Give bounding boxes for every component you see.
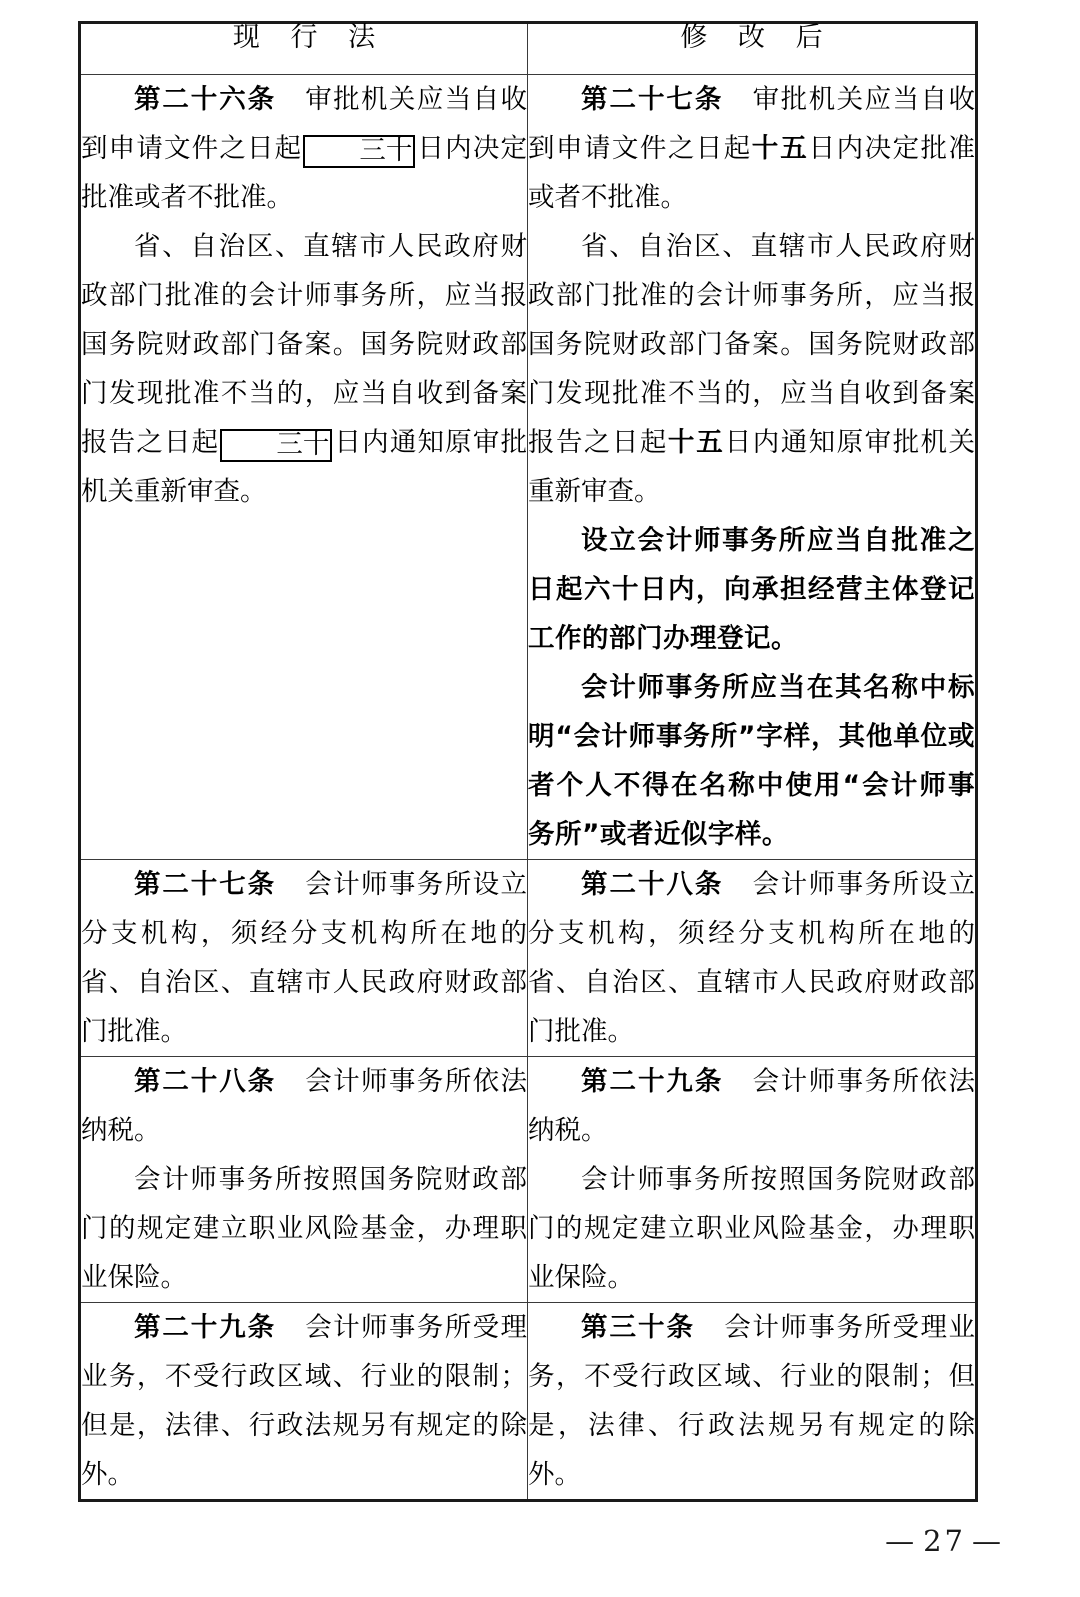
paragraph-text: 日内通知原审批机关重新审查。 <box>528 427 976 507</box>
cell-amended <box>528 75 977 860</box>
paragraph-text: 日内通知原审批机关重新审查。 <box>81 427 528 507</box>
new-provision-paragraph <box>528 516 975 663</box>
paragraph-text: 省、自治区、直辖市人民政府财政部门批准的会计师事务所，应当报国务院财政部门备案。国务院财政部门发现批准不当的，应当自收到备案报告之日起 <box>81 231 527 458</box>
provision-paragraph <box>81 222 527 516</box>
table-body <box>80 75 977 1501</box>
table-row <box>80 860 977 1057</box>
provision-paragraph <box>528 1057 975 1155</box>
provision-paragraph <box>81 75 527 222</box>
cell-current-law <box>80 75 528 860</box>
provision-paragraph <box>81 860 527 1056</box>
cell-current-law <box>80 860 528 1057</box>
article-number: 第二十七条 <box>581 84 724 115</box>
paragraph-text: 日内决定批准或者不批准。 <box>528 133 976 213</box>
paragraph-text: 会计师事务所按照国务院财政部门的规定建立职业风险基金，办理职业保险。 <box>81 1164 527 1293</box>
paragraph-text: 审批机关应当自收到申请文件之日起 <box>528 84 976 164</box>
column-header-amended-label: 修 改 后 <box>680 22 834 53</box>
article-number: 第二十七条 <box>134 869 276 900</box>
article-number: 第三十条 <box>581 1312 696 1343</box>
article-number: 第二十八条 <box>581 869 724 900</box>
paragraph-text: 省、自治区、直辖市人民政府财政部门批准的会计师事务所，应当报国务院财政部门备案。国务院财政部门发现批准不当的，应当自收到备案报告之日起 <box>528 231 975 458</box>
footer-dash-right: — <box>972 1524 1004 1558</box>
cell-amended <box>528 860 977 1057</box>
boxed-annotation: 三十 <box>303 135 415 168</box>
table-header-row <box>80 23 977 75</box>
paragraph-text: 会计师事务所设立分支机构，须经分支机构所在地的省、自治区、直辖市人民政府财政部门批准。 <box>528 869 976 1047</box>
article-number: 第二十六条 <box>134 84 276 115</box>
provision-paragraph <box>81 1057 527 1155</box>
page-number: 27 <box>923 1524 966 1558</box>
cell-current-law <box>80 1057 528 1303</box>
provision-paragraph <box>81 1303 527 1499</box>
article-number: 第二十九条 <box>581 1066 724 1097</box>
footer-dash-left: — <box>885 1524 918 1558</box>
paragraph-text: 设立会计师事务所应当自批准之日起六十日内，向承担经营主体登记工作的部门办理登记。 <box>528 525 975 654</box>
paragraph-text: 会计师事务所受理业务，不受行政区域、行业的限制；但是，法律、行政法规另有规定的除外。 <box>81 1312 528 1490</box>
column-header-current-law-label: 现 行 法 <box>232 22 387 53</box>
boxed-annotation: 三十 <box>220 429 332 462</box>
paragraph-text: 会计师事务所受理业务，不受行政区域、行业的限制；但是，法律、行政法规另有规定的除外。 <box>528 1312 976 1490</box>
law-comparison-table <box>78 21 978 1502</box>
column-header-amended <box>528 23 977 75</box>
provision-paragraph <box>528 1303 975 1499</box>
paragraph-text: 会计师事务所依法纳税。 <box>528 1066 976 1146</box>
cell-amended <box>528 1057 977 1303</box>
provision-paragraph <box>528 75 975 222</box>
table-row <box>80 1057 977 1303</box>
paragraph-text: 审批机关应当自收到申请文件之日起 <box>81 84 528 164</box>
paragraph-text: 日内决定批准或者不批准。 <box>81 133 528 213</box>
article-number: 第二十九条 <box>134 1312 276 1343</box>
page-footer <box>0 1524 1010 1558</box>
table-row <box>80 75 977 860</box>
paragraph-text: 会计师事务所设立分支机构，须经分支机构所在地的省、自治区、直辖市人民政府财政部门批准。 <box>81 869 528 1047</box>
paragraph-text: 会计师事务所应当在其名称中标明“会计师事务所”字样，其他单位或者个人不得在名称中使用“会计师事务所”或者近似字样。 <box>528 672 975 850</box>
changed-text: 十五 <box>751 133 809 164</box>
column-header-current-law <box>80 23 528 75</box>
cell-amended <box>528 1303 977 1501</box>
paragraph-text: 会计师事务所依法纳税。 <box>81 1066 528 1146</box>
provision-paragraph <box>81 1155 527 1302</box>
cell-current-law <box>80 1303 528 1501</box>
paragraph-text: 会计师事务所按照国务院财政部门的规定建立职业风险基金，办理职业保险。 <box>528 1164 975 1293</box>
new-provision-paragraph <box>528 663 975 859</box>
provision-paragraph <box>528 222 975 516</box>
changed-text: 十五 <box>667 427 725 458</box>
provision-paragraph <box>528 1155 975 1302</box>
article-number: 第二十八条 <box>134 1066 276 1097</box>
provision-paragraph <box>528 860 975 1056</box>
table-row <box>80 1303 977 1501</box>
